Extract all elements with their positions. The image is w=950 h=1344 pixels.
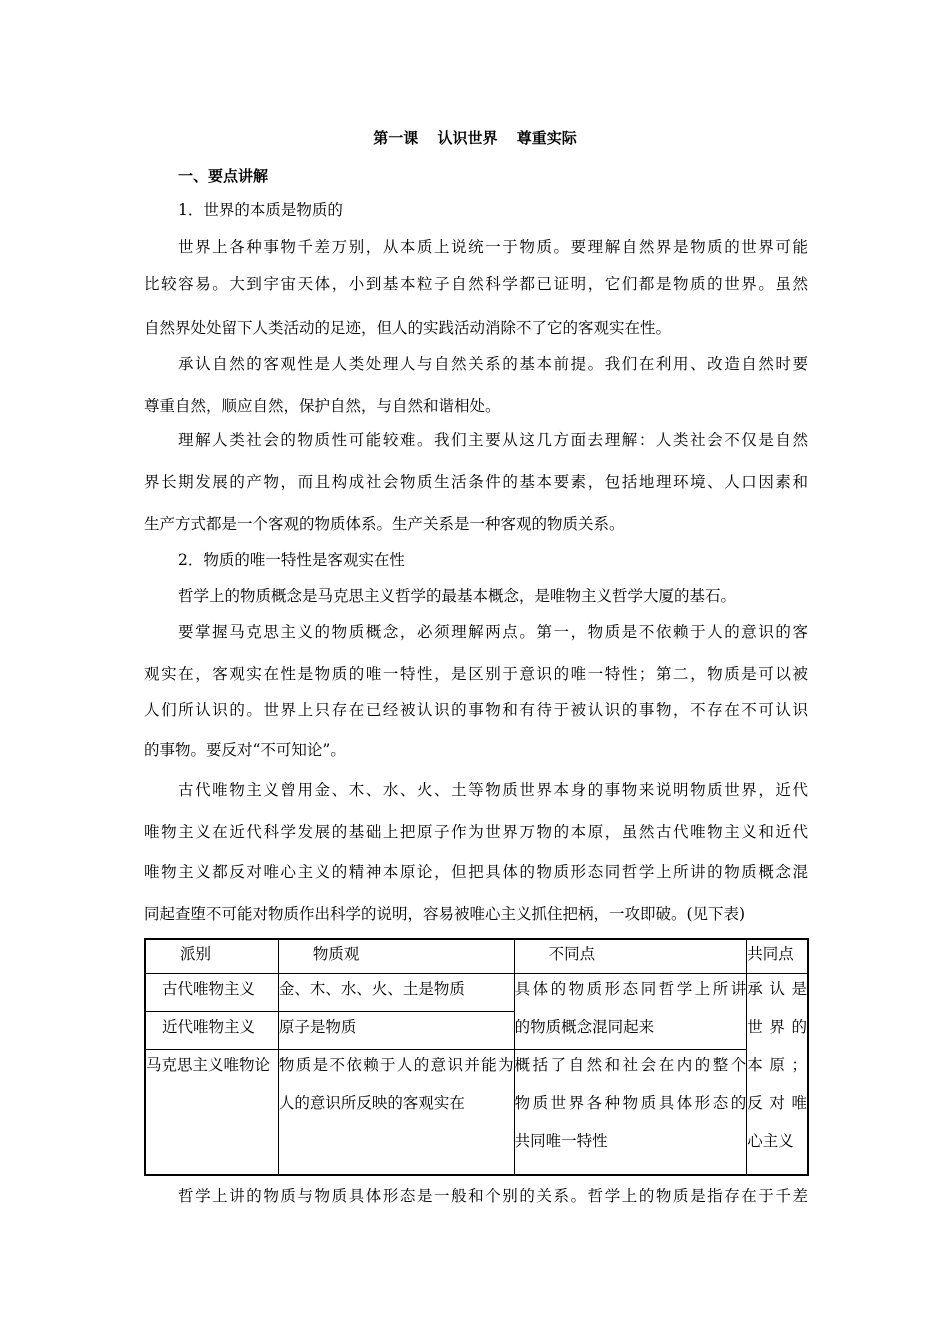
table-cell-common [747,973,808,1175]
view-marxist-line: 人的意识所反映的客观实在 [278,1093,465,1112]
table-row [145,973,808,1011]
diff-line: 概括了自然和社会在内的整个 [514,1055,747,1074]
diff-line: 物质世界各种物质具体形态的 [514,1093,747,1112]
common-line: 承认是 [747,979,807,998]
diff-line: 具体的物质形态同哲学上所讲 [514,979,747,998]
page-title [0,127,950,148]
paragraph-line: 理解人类社会的物质性可能较难。我们主要从这几方面去理解：人类社会不仅是自然 [178,431,808,449]
paragraph-line: 唯物主义都反对唯心主义的精神本原论，但把具体的物质形态同哲学上所讲的物质概念混 [144,863,808,881]
paragraph-line: 1．世界的本质是物质的 [178,201,343,219]
paragraph-line: 要掌握马克思主义的物质概念，必须理解两点。第一，物质是不依赖于人的意识的客 [178,623,808,641]
table-header-cell [747,939,808,973]
paragraph-line: 观实在，客观实在性是物质的唯一特性，是区别于意识的唯一特性；第二，物质是可以被 [144,665,808,683]
table-cell-diff-marx [514,1049,747,1175]
table-cell [278,973,514,1011]
table-cell [145,973,278,1011]
comparison-table [144,938,809,1176]
table-header-cell [278,939,514,973]
paragraph-line: 生产方式都是一个客观的物质体系。生产关系是一种客观的物质关系。 [144,515,625,533]
common-line: 世界的 [747,1017,807,1036]
header-diff: 不同点 [548,945,596,963]
school-ancient: 古代唯物主义 [162,979,256,998]
diff-line: 共同唯一特性 [514,1131,608,1150]
paragraph-line: 承认自然的客观性是人类处理人与自然关系的基本前提。我们在利用、改造自然时要 [178,355,808,373]
paragraph-line: 哲学上的物质概念是马克思主义哲学的最基本概念，是唯物主义哲学大厦的基石。 [178,587,737,605]
table-header-cell [514,939,747,973]
common-line: 反对唯 [747,1093,807,1112]
paragraph-line: 同起查堕不可能对物质作出科学的说明，容易被唯心主义抓住把柄，一攻即破。(见下表) [144,905,746,923]
paragraph-line: 2．物质的唯一特性是客观实在性 [178,551,405,569]
table-row [145,1049,808,1175]
paragraph-line: 世界上各种事物千差万别，从本质上说统一于物质。要理解自然界是物质的世界可能 [178,238,808,256]
paragraph-line: 哲学上讲的物质与物质具体形态是一般和个别的关系。哲学上的物质是指存在于千差 [178,1187,808,1205]
diff-line: 的物质概念混同起来 [514,1017,655,1036]
paragraph-line: 的事物。要反对“不可知论”。 [144,741,346,759]
view-marxist-line: 物质是不依赖于人的意识并能为 [278,1055,514,1074]
table-cell [145,1011,278,1049]
view-ancient: 金、木、水、火、土是物质 [278,979,465,998]
title-part: 尊重实际 [516,129,577,147]
paragraph-line: 自然界处处留下人类活动的足迹，但人的实践活动消除不了它的客观实在性。 [144,319,672,337]
paragraph-line: 比较容易。大到宇宙天体，小到基本粒子自然科学都已证明，它们都是物质的世界。虽然 [144,275,808,293]
paragraph-line: 人们所认识的。世界上只存在已经被认识的事物和有待于被认识的事物，不存在不可认识 [144,701,808,719]
paragraph-line: 唯物主义在近代科学发展的基础上把原子作为世界万物的本原，虽然古代唯物主义和近代 [144,823,808,841]
section-heading: 一、要点讲解 [178,167,269,185]
title-part: 第一课 [373,129,419,147]
paragraph-line: 界长期发展的产物，而且构成社会物质生活条件的基本要素，包括地理环境、人口因素和 [144,473,808,491]
table-header-cell [145,939,278,973]
school-marxist: 马克思主义唯物论 [146,1055,271,1074]
header-common: 共同点 [747,945,794,963]
table-cell [278,1011,514,1049]
title-part: 认识世界 [437,129,498,147]
table-cell [278,1049,514,1175]
paragraph-line: 古代唯物主义曾用金、木、水、火、土等物质世界本身的事物来说明物质世界，近代 [178,781,808,799]
table-cell [145,1049,278,1175]
paragraph-line: 尊重自然，顺应自然，保护自然，与自然和谐相处。 [144,397,501,415]
header-school: 派别 [180,945,212,963]
common-line: 本原； [747,1055,807,1074]
view-modern: 原子是物质 [278,1017,357,1036]
school-modern: 近代唯物主义 [162,1017,256,1036]
common-line: 心主义 [747,1131,794,1150]
header-view: 物质观 [312,945,360,963]
table-cell-diff-old [514,973,747,1049]
table-header-row [145,939,808,973]
